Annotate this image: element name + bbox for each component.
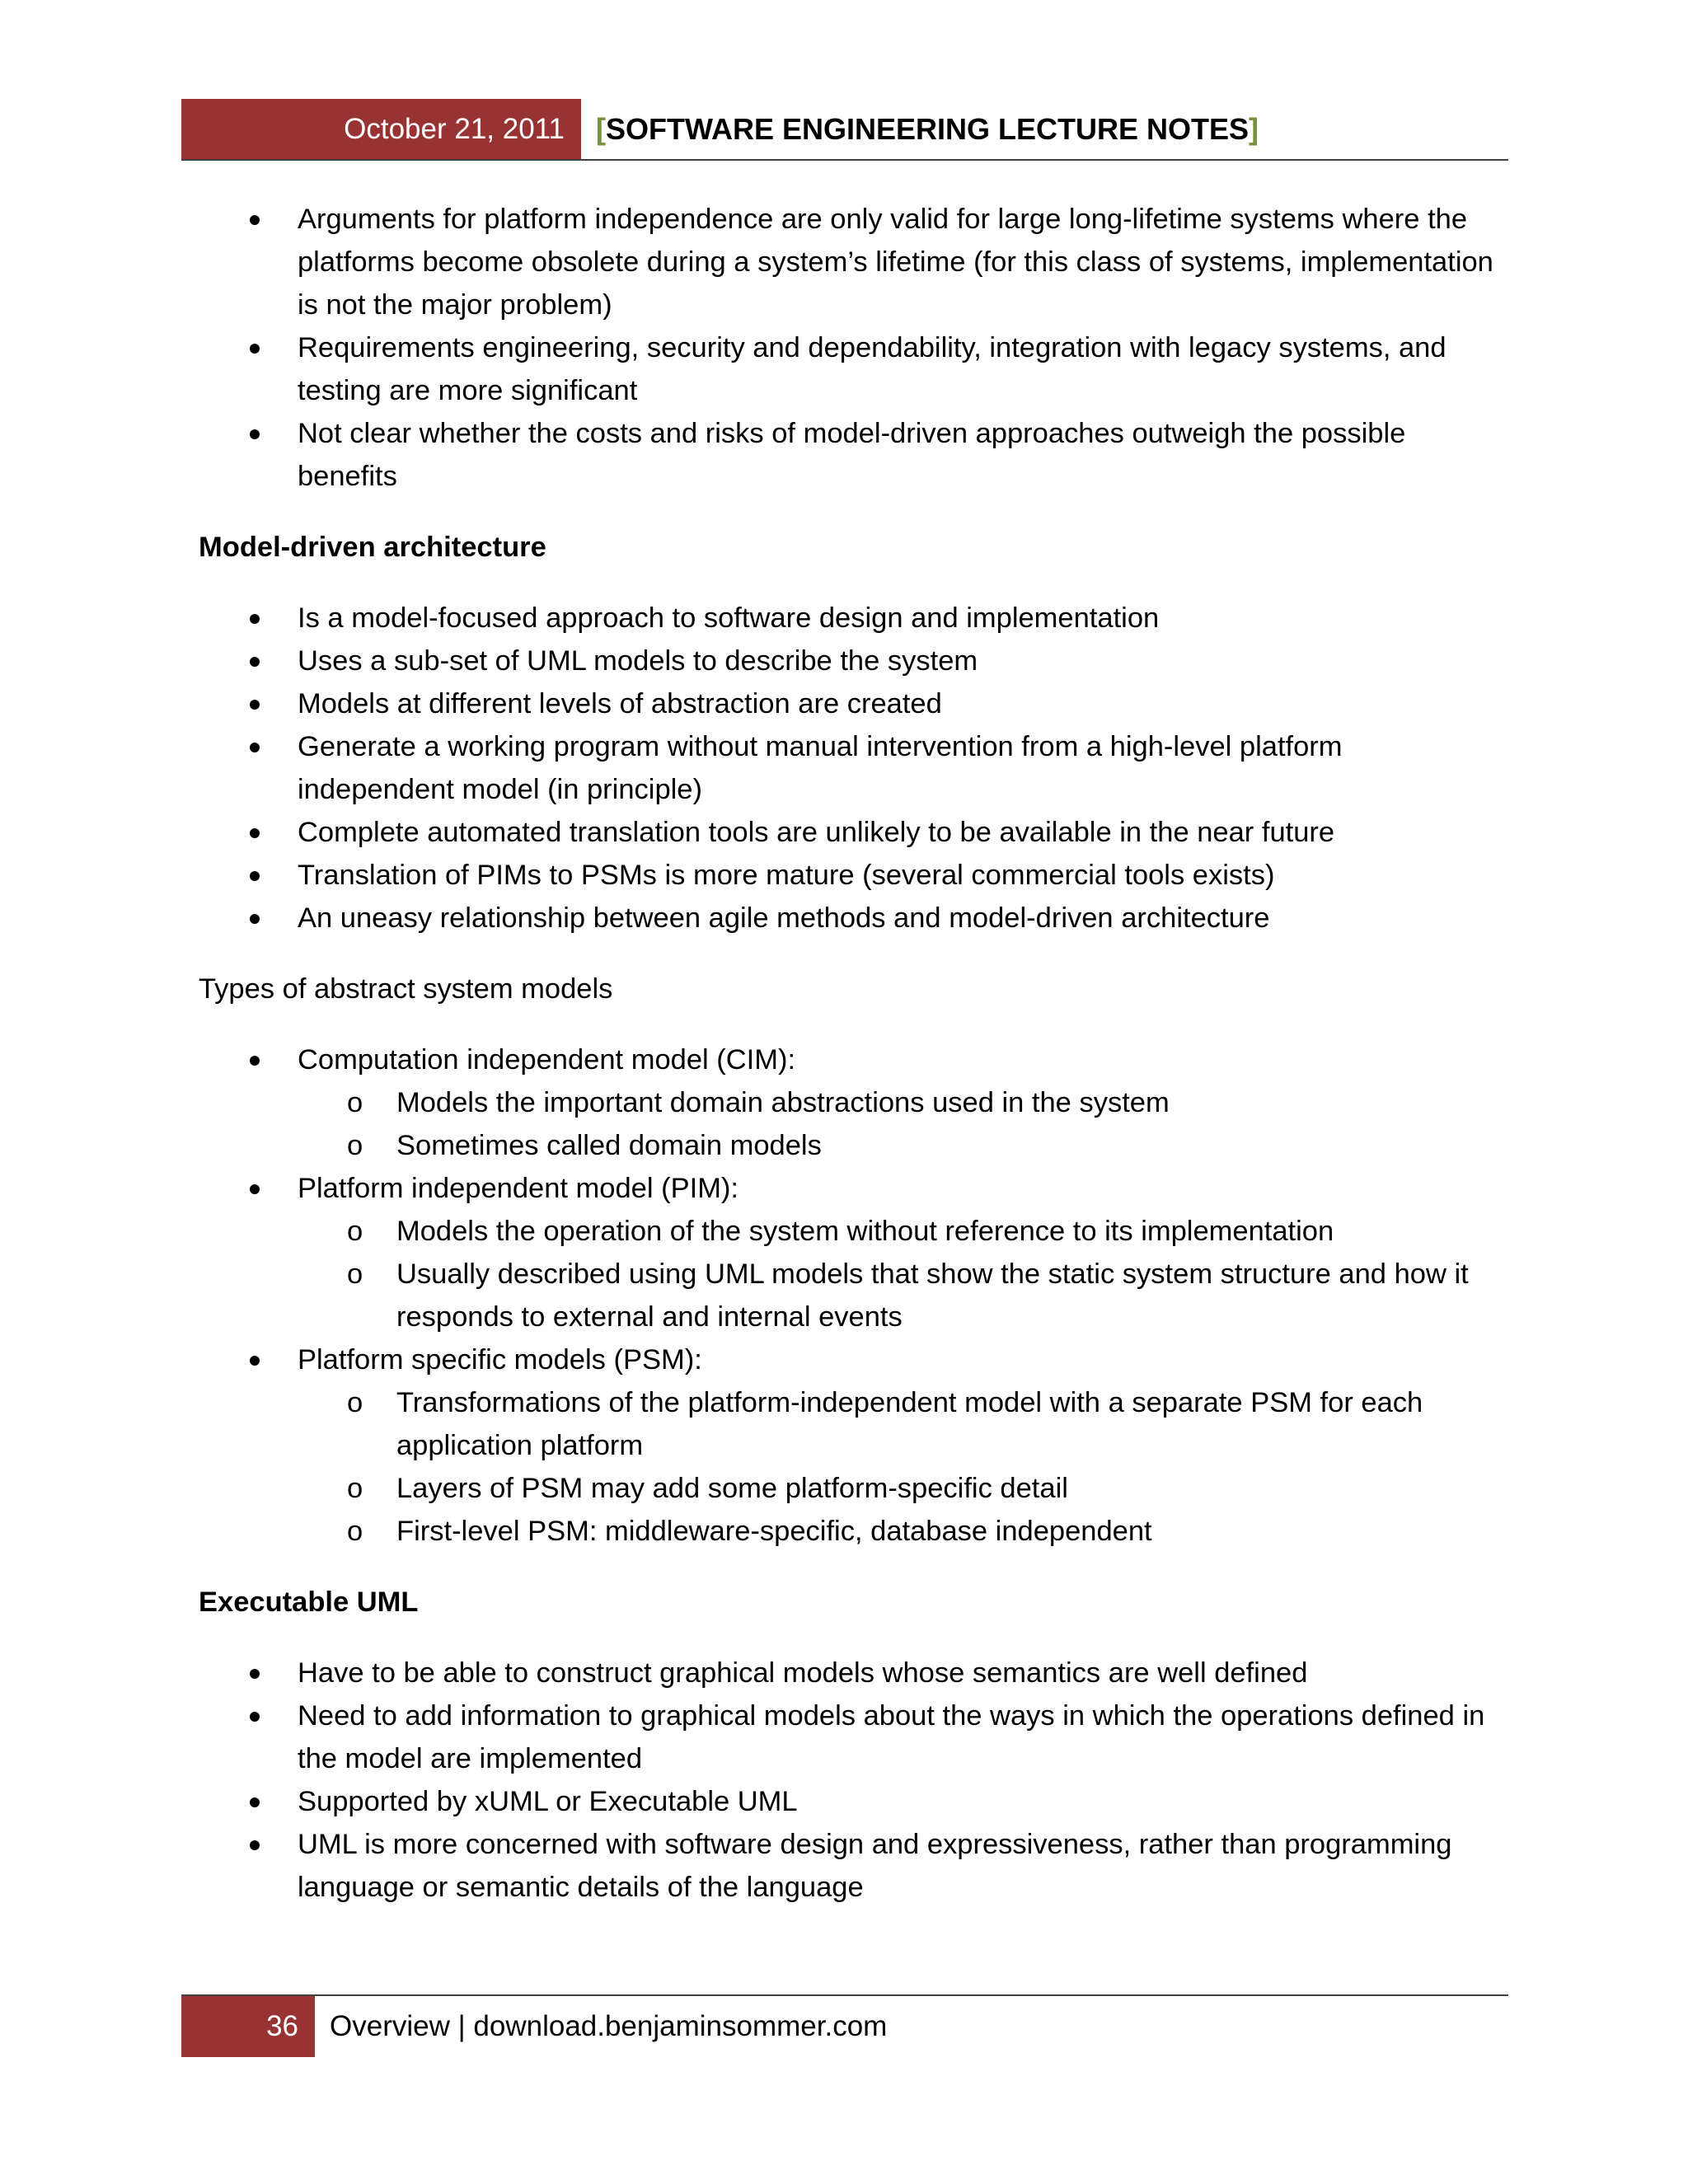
list-item: Computation independent model (CIM): o Models the important domain abstractions used in the system o Sometimes called domain models (199, 1038, 1497, 1167)
sub-list-item: o Models the operation of the system without reference to its implementation (199, 1210, 1497, 1253)
mda-bullet-list (199, 597, 1497, 940)
sub-list-item: o Models the important domain abstractions used in the system (199, 1081, 1497, 1124)
page-footer (181, 1994, 1508, 2057)
section-heading-mda: Model-driven architecture (199, 532, 546, 563)
list-item: An uneasy relationship between agile methods and model-driven architecture (199, 897, 1497, 940)
list-item: Generate a working program without manual intervention from a high-level platform independent model (in principle) (199, 725, 1497, 811)
bullet-icon (250, 1840, 260, 1850)
circle-bullet-icon: o (347, 1087, 363, 1118)
list-item: Complete automated translation tools are unlikely to be available in the near future (199, 811, 1497, 854)
bullet-icon (250, 914, 260, 924)
section-heading-xuml: Executable UML (199, 1586, 419, 1618)
bullet-icon (250, 828, 260, 838)
list-item: Requirements engineering, security and dependability, integration with legacy systems, and testing are more significant (199, 326, 1497, 412)
circle-bullet-icon: o (347, 1216, 363, 1247)
header-title-text: SOFTWARE ENGINEERING LECTURE NOTES (606, 112, 1250, 146)
circle-bullet-icon: o (347, 1130, 363, 1161)
sub-list-item: o First-level PSM: middleware-specific, database independent (199, 1510, 1497, 1553)
list-item: UML is more concerned with software design and expressiveness, rather than programming language or semantic details of the language (199, 1823, 1497, 1909)
list-item: Not clear whether the costs and risks of model-driven approaches outweigh the possible benefits (199, 412, 1497, 498)
bullet-icon (250, 743, 260, 752)
section-heading-types: Types of abstract system models (199, 973, 613, 1005)
list-item: Models at different levels of abstraction are created (199, 682, 1497, 725)
list-item: Translation of PIMs to PSMs is more mature (several commercial tools exists) (199, 854, 1497, 897)
header-bracket-close: ] (1249, 112, 1259, 146)
circle-bullet-icon: o (347, 1387, 363, 1418)
header-date: October 21, 2011 (181, 99, 581, 159)
sub-list (298, 1381, 1497, 1553)
bullet-icon (250, 1056, 260, 1066)
page-content (199, 198, 1497, 1909)
bullet-icon (250, 1797, 260, 1807)
bullet-icon (250, 657, 260, 667)
footer-text: Overview | download.benjaminsommer.com (330, 2010, 888, 2042)
bullet-icon (250, 215, 260, 225)
list-item: Arguments for platform independence are only valid for large long-lifetime systems where the platforms become obsolete during a system’s lifetime (for this class of systems, implementation is not the major problem) (199, 198, 1497, 326)
bullet-icon (250, 1669, 260, 1679)
xuml-bullet-list (199, 1652, 1497, 1909)
sub-list-item: o Usually described using UML models that show the static system structure and how it responds to external and internal events (199, 1253, 1497, 1338)
header-title (596, 99, 1259, 159)
circle-bullet-icon: o (347, 1258, 363, 1290)
list-item: Platform specific models (PSM): o Transformations of the platform-independent model with a separate PSM for each application platform o Layers of PSM may add some platform-specific detail o First-level PSM: middleware-specific, database independent (199, 1338, 1497, 1553)
bullet-icon (250, 1184, 260, 1194)
sub-list-item: o Layers of PSM may add some platform-specific detail (199, 1467, 1497, 1510)
page-header (181, 99, 1508, 161)
circle-bullet-icon: o (347, 1516, 363, 1547)
bullet-icon (250, 871, 260, 881)
list-item: Is a model-focused approach to software design and implementation (199, 597, 1497, 640)
types-bullet-list (199, 1038, 1497, 1553)
list-item: Supported by xUML or Executable UML (199, 1780, 1497, 1823)
sub-list (298, 1081, 1497, 1167)
header-bracket-open: [ (596, 112, 606, 146)
bullet-icon (250, 700, 260, 710)
circle-bullet-icon: o (347, 1473, 363, 1504)
bullet-icon (250, 429, 260, 439)
list-item: Uses a sub-set of UML models to describe the system (199, 640, 1497, 682)
bullet-icon (250, 1712, 260, 1722)
bullet-icon (250, 614, 260, 624)
list-item: Have to be able to construct graphical models whose semantics are well defined (199, 1652, 1497, 1694)
sub-list (298, 1210, 1497, 1338)
page-number: 36 (181, 1996, 315, 2057)
bullet-icon (250, 1356, 260, 1366)
intro-bullet-list (199, 198, 1497, 498)
list-item: Need to add information to graphical models about the ways in which the operations defined in the model are implemented (199, 1694, 1497, 1780)
bullet-icon (250, 344, 260, 354)
sub-list-item: o Sometimes called domain models (199, 1124, 1497, 1167)
list-item: Platform independent model (PIM): o Models the operation of the system without reference to its implementation o Usually described using UML models that show the static system structure and how it responds to external and internal events (199, 1167, 1497, 1338)
sub-list-item: o Transformations of the platform-independent model with a separate PSM for each application platform (199, 1381, 1497, 1467)
